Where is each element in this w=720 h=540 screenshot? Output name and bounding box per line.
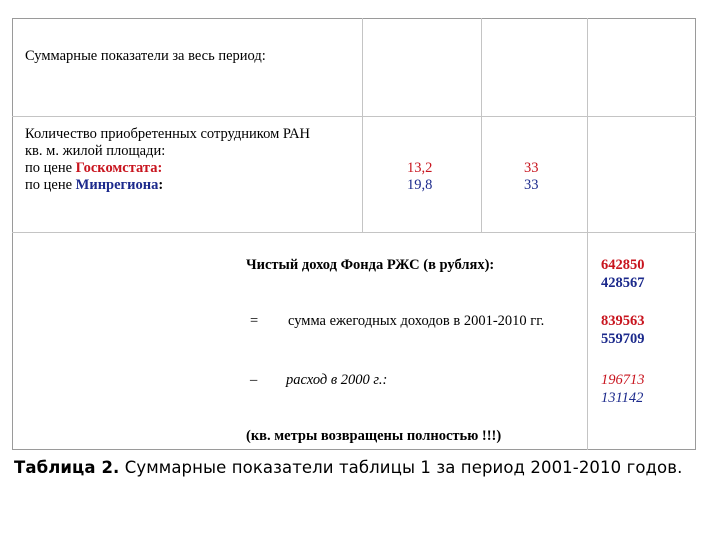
column-divider-3 [587, 18, 588, 450]
col2-minregion-value: 19,8 [407, 177, 433, 193]
table-border-top [12, 18, 696, 19]
quantity-label-line2: кв. м. жилой площади: [25, 143, 166, 159]
net-income-minregion: 428567 [601, 275, 645, 291]
quantity-label-minregion [25, 176, 163, 194]
col3-goskomstat-value: 33 [524, 160, 539, 176]
sum-income-minregion: 559709 [601, 331, 645, 347]
expense-minregion: 131142 [601, 390, 644, 406]
table-caption [14, 458, 682, 477]
row-divider-2 [12, 232, 696, 233]
sum-income-label: сумма ежегодных доходов в 2001-2010 гг. [288, 313, 545, 329]
caption-prefix: Таблица 2. [14, 458, 120, 477]
footnote: (кв. метры возвращены полностью !!!) [246, 428, 502, 444]
table-border-bottom [12, 449, 696, 450]
row-divider-1 [12, 116, 696, 117]
net-income-goskomstat: 642850 [601, 257, 645, 273]
table-border-left [12, 18, 13, 450]
minregion-prefix: по цене [25, 177, 76, 193]
column-divider-2 [481, 18, 482, 233]
quantity-label-goskomstat [25, 159, 162, 177]
caption-text: Суммарные показатели таблицы 1 за период 2001-2010 годов. [119, 458, 683, 477]
quantity-label-line1: Количество приобретенных сотрудником РАН [25, 126, 311, 142]
col3-minregion-value: 33 [524, 177, 539, 193]
minregion-name: Минрегиона [75, 177, 159, 193]
expense-sign: – [250, 372, 258, 388]
expense-label: расход в 2000 г.: [286, 372, 388, 388]
minregion-colon: : [158, 177, 164, 193]
summary-header-label: Суммарные показатели за весь период: [25, 48, 266, 64]
col2-goskomstat-value: 13,2 [407, 160, 433, 176]
column-divider-1 [362, 18, 363, 233]
sum-income-sign: = [250, 313, 259, 329]
expense-goskomstat: 196713 [601, 372, 645, 388]
goskomstat-name: Госкомстата: [75, 160, 163, 176]
goskomstat-prefix: по цене [25, 160, 76, 176]
sum-income-goskomstat: 839563 [601, 313, 645, 329]
net-income-label: Чистый доход Фонда РЖС (в рублях): [246, 257, 495, 273]
table-border-right [695, 18, 696, 450]
